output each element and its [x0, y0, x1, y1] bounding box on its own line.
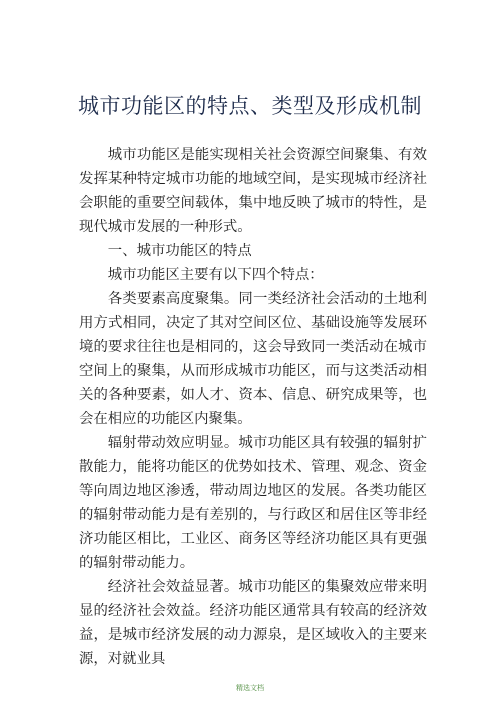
paragraph-feature-1: 各类要素高度聚集。同一类经济社会活动的土地利用方式相同，决定了其对空间区位、基础设施等发展环境的要求往往也是相同的，这会导致同一类活动在城市空间上的聚集，从而形成城市功能区，而与这类活动相关的各种要素，如人才、资本、信息、研究成果等，也会在相应的功能区内聚集。 — [79, 291, 427, 427]
section-heading: 一、城市功能区的特点 — [107, 243, 252, 259]
paragraph-feature-3: 经济社会效益显著。城市功能区的集聚效应带来明显的经济社会效益。经济功能区通常具有较高的经济效益，是城市经济发展的动力源泉，是区域收入的主要来源，对就业具 — [79, 579, 427, 667]
paragraph-lead: 城市功能区主要有以下四个特点： — [107, 267, 324, 283]
paragraph-feature-2: 辐射带动效应明显。城市功能区具有较强的辐射扩散能力，能将功能区的优势如技术、管理、观念、资金等向周边地区渗透，带动周边地区的发展。各类功能区的辐射带动能力是有差别的，与行政区和居住区等非经济功能区相比，工业区、商务区等经济功能区具有更强的辐射带动能力。 — [79, 435, 427, 571]
page-footer: 精选文档 — [236, 684, 264, 692]
document-body — [79, 143, 427, 671]
document-title: 城市功能区的特点、类型及形成机制 — [78, 94, 422, 118]
paragraph-intro: 城市功能区是能实现相关社会资源空间聚集、有效发挥某种特定城市功能的地域空间，是实现城市经济社会职能的重要空间载体，集中地反映了城市的特性，是现代城市发展的一种形式。 — [79, 147, 427, 235]
